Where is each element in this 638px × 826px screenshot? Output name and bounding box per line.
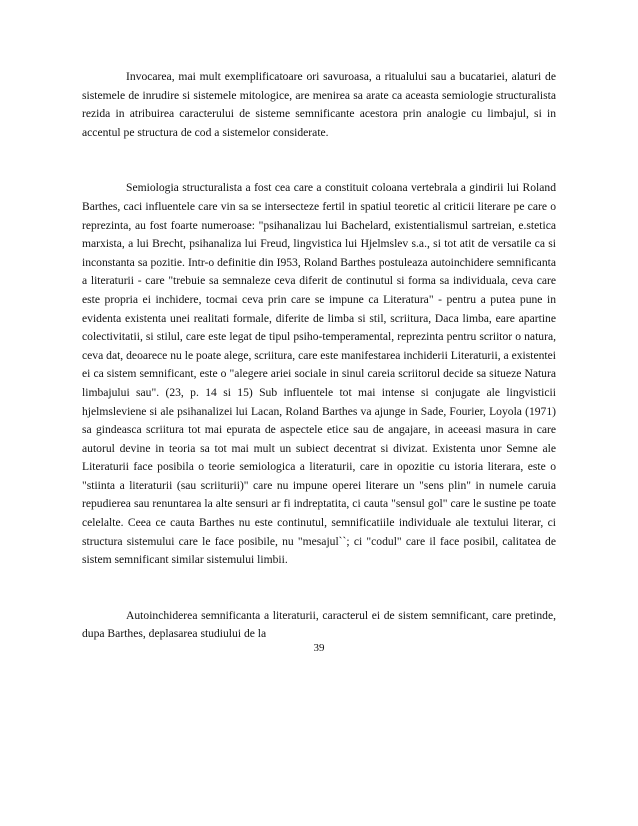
paragraph-2: Semiologia structuralista a fost cea care a constituit coloana vertebrala a gindirii lui Roland Barthes, caci influentele care vin sa se intersecteze fertil in spatiul teoretic al criticii literare pe care o reprezinta, au fost foarte numeroase: "psihanalizau lui Bachelard, existentialismul sartreian, e.stetica marxista, a lui Brecht, psihanaliza lui Freud, lingvistica lui Hjelmslev s.a., si tot atit de versatile ca si inconstanta sa pozitie. Intr-o definitie din I953, Roland Barthes postuleaza autoinchidere semnificanta a literaturii - care "trebuie sa semnaleze ceva diferit de continutul si forma sa individuala, ceva care este propria ei inchidere, tocmai ceva prin care se impune ca Literatura" - pentru a putea pune in evidenta existenta unei realitati formale, diferite de limba si stil, scriitura, Daca limba, eare apartine colectivitatii, si stilul, care este legat de tipul psiho-temperamental, reprezinta pentru scriitor o natura, ceva dat, deoarece nu le poate alege, scriitura, care este manifestarea inchiderii Literaturii, a existentei ei ca sistem semnificant, este o "alegere ariei sociale in sinul careia scriitorul decide sa situeze Natura limbajului sau". (23, p. 14 si 15) Sub influentele tot mai intense si conjugate ale lingvisticii hjelmsleviene si ale psihanalizei lui Lacan, Roland Barthes va ajunge in Sade, Fourier, Loyola (1971) sa gindeasca scriitura tot mai epurata de aspectele etice sau de angajare, in aceeasi masura in care autorul devine in teoria sa tot mai mult un subiect decentrat si divizat. Existenta unor Semne ale Literaturii face posibila o teorie semiologica a literaturii, care in opozitie cu istoria literara, este o "stiinta a literaturii (sau scriiturii)" care nu impune operei literare un "sens plin" in numele caruia repudierea sau renuntarea la alte sensuri ar fi indreptatita, ci cauta "sensul gol" care le sustine pe toate celelalte. Ceea ce cauta Barthes nu este continutul, semnificatiile individuale ale textului literar, ci structura sistemului care le face posibile, nu "mesajul``; ci "codul" care il face posibil, calitatea de sistem semnificant similar sistemului limbii. (82, 181, 556, 567)
paragraph-3: Autoinchiderea semnificanta a literaturii, caracterul ei de sistem semnificant, care pretinde, dupa Barthes, deplasarea studiului de la (82, 608, 556, 641)
page-number: 39 (313, 642, 325, 654)
paragraph-spacer (82, 570, 556, 607)
page-body (82, 68, 556, 644)
paragraph-spacer (82, 142, 556, 179)
paragraph-1: Invocarea, mai mult exemplificatoare ori savuroasa, a ritualului sau a bucatariei, alaturi de sistemele de inrudire si sistemele mitologice, are menirea sa arate ca aceasta semiologie structuralista rezida in atribuirea caracterului de sisteme semnificante acestora prin analogie cu limbajul, si in accentul pe structura de cod a sistemelor considerate. (82, 70, 556, 139)
